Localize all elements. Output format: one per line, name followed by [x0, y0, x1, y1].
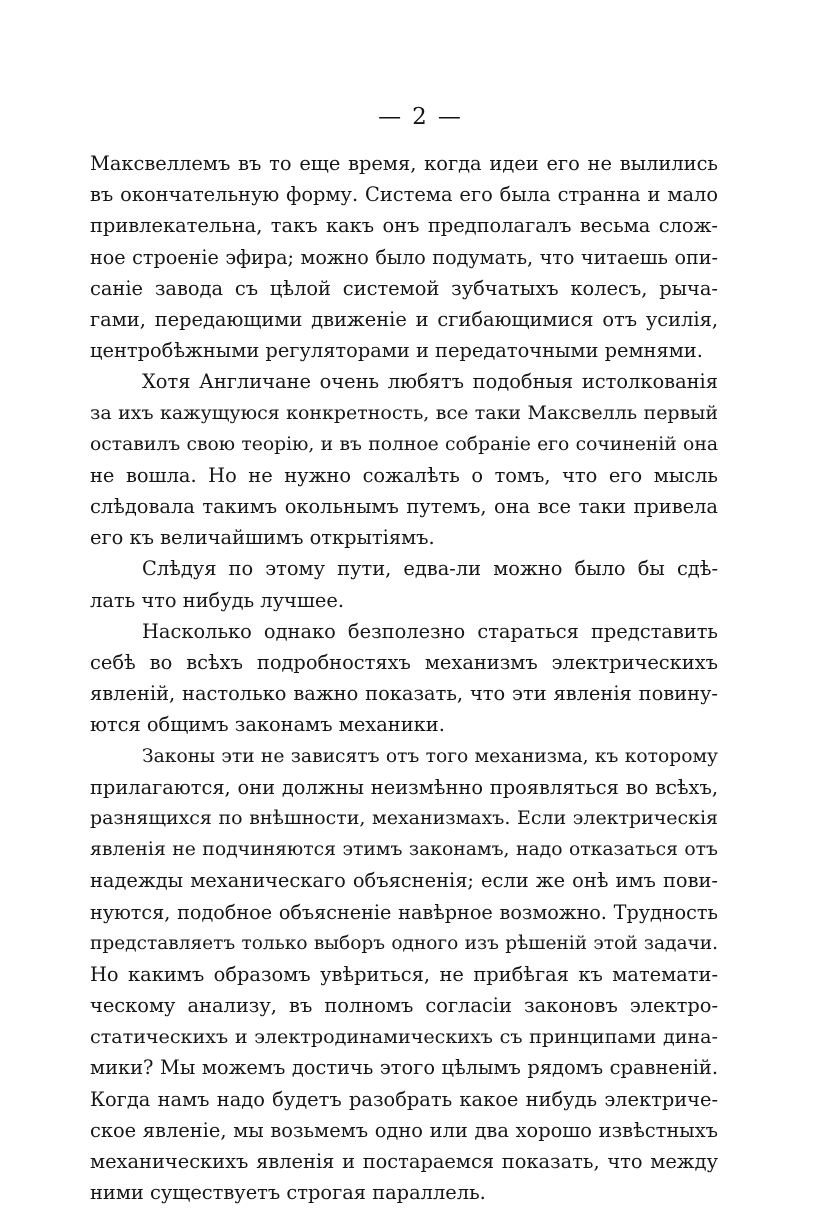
text-line: за ихъ кажущуюся конкретность, все таки Максвелль первый: [90, 401, 718, 424]
text-line: слѣдовала такимъ окольнымъ путемъ, она все таки привела: [90, 495, 718, 519]
text-line: лать что нибудь лучшее.: [90, 588, 344, 612]
text-line: не вошла. Но не нужно сожалѣть о томъ, что его мысль: [90, 463, 718, 487]
page-header: [0, 104, 840, 130]
text-line: статическихъ и электродинамическихъ съ принципами дина-: [90, 1025, 718, 1049]
text-line: его къ величайшимъ открытіямъ.: [90, 526, 435, 550]
text-line: разнящихся по внѣшности, механизмахъ. Если электрическія: [90, 806, 718, 829]
text-line: представляетъ только выборъ одного изъ рѣшеній этой задачи.: [90, 932, 718, 954]
text-line: явленій, настолько важно показать, что эти явленія повину-: [90, 682, 718, 706]
text-line: гами, передающими движеніе и сгибающимися отъ усилія,: [90, 307, 718, 331]
header-dash-left: —: [378, 104, 403, 130]
text-line: себѣ во всѣхъ подробностяхъ механизмъ электрическихъ: [90, 651, 718, 674]
text-line: ное строеніе эфира; можно было подумать, что читаешь опи-: [90, 245, 718, 269]
text-line: Законы эти не зависятъ отъ того механизма, къ которому: [142, 745, 718, 767]
text-line: Хотя Англичане очень любятъ подобныя истолкованія: [142, 370, 718, 394]
text-line: саніе завода съ цѣлой системой зубчатыхъ колесъ, рыча-: [90, 276, 718, 300]
text-line: оставилъ свою теорію, и въ полное собраніе его сочиненій она: [90, 433, 718, 455]
text-line: явленія не подчиняются этимъ законамъ, надо отказаться отъ: [90, 839, 718, 861]
text-line: ческому анализу, въ полномъ согласіи законовъ электро-: [90, 994, 718, 1018]
text-line: нуются, подобное объясненіе навѣрное возможно. Трудность: [90, 900, 718, 924]
body-text: [90, 148, 718, 1208]
text-line: Но какимъ образомъ увѣриться, не прибѣгая къ математи-: [90, 962, 718, 986]
text-line: механическихъ явленія и постараемся показать, что между: [90, 1150, 718, 1173]
text-line: Насколько однако безполезно стараться представить: [142, 619, 718, 643]
text-line: мики? Мы можемъ достичь этого цѣлымъ рядомъ сравненій.: [90, 1056, 718, 1080]
text-line: въ окончательную форму. Система его была странна и мало: [90, 183, 718, 207]
text-line: привлекательна, такъ какъ онъ предполагалъ весьма слож-: [90, 214, 718, 238]
text-line: ются общимъ законамъ механики.: [90, 713, 445, 737]
page-number: 2: [412, 104, 428, 130]
text-line: Слѣдуя по этому пути, едва-ли можно было бы сдѣ-: [142, 557, 718, 581]
text-line: Максвеллемъ въ то еще время, когда идеи его не вылились: [90, 152, 718, 175]
text-line: ними существуетъ строгая параллель.: [90, 1181, 486, 1205]
text-line: Когда намъ надо будетъ разобрать какое нибудь электриче-: [90, 1087, 718, 1111]
text-line: прилагаются, они должны неизмѣнно проявляться во всѣхъ,: [90, 775, 718, 799]
header-dash-right: —: [437, 104, 462, 130]
text-line: центробѣжными регуляторами и передаточными ремнями.: [90, 339, 703, 363]
text-line: надежды механическаго объясненія; если же онѣ имъ пови-: [90, 869, 718, 893]
text-line: ское явленіе, мы возьмемъ одно или два хорошо извѣстныхъ: [90, 1118, 718, 1142]
